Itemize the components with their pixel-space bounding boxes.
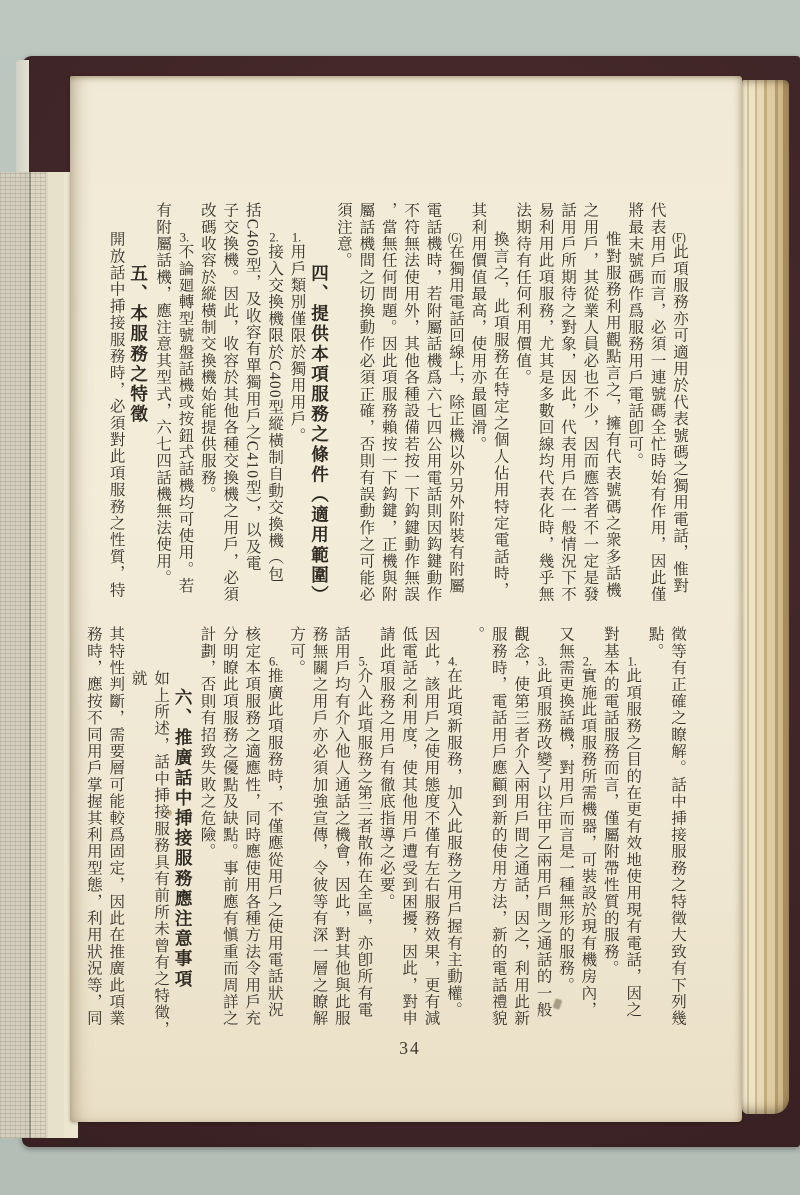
text-column: (G)在獨用電話回線上，除正機以外另外附裝有附屬	[446, 231, 464, 595]
text-column: 換言之，此項服務在特定之個人佔用特定電話時，	[491, 231, 509, 599]
text-column: 2.實施此項服務所需機器，可裝設於現有機房內，	[579, 655, 597, 1019]
text-column: (F)此項服務亦可適用於代表號碼之獨用電話，惟對	[671, 231, 688, 595]
text-column: 屬話機間之切換動作必須正確，否則有誤動作之可能必	[357, 202, 375, 603]
text-column: 5.介入此項服務之第三者散佈在全區，亦卽所有電	[355, 655, 373, 1019]
text-column: 核定本項服務之適應性，同時應使用各種方法令用戶充	[243, 626, 261, 1027]
item-marker: (F)	[672, 231, 686, 244]
text-column: 6.推廣此項服務時，不僅應從用戶之使用電話狀況	[265, 655, 283, 1019]
text-column: 對基本的電話服務而言，僅屬附帶性質的服務。	[601, 626, 619, 977]
text-column: 之用戶，其從業人員必也不少，因而應答者不一定是發	[581, 202, 599, 603]
item-marker: 6.	[269, 655, 279, 668]
item-marker: 2.	[582, 655, 593, 668]
item-marker: 4.	[448, 655, 458, 668]
text-column: 服務時，電話用戶應顧到新的使用方法，新的電話禮貌	[489, 626, 507, 1027]
text-column: 低電話之利用度，使其他用戶遭受到困擾，因此，對申	[400, 626, 418, 1027]
text-column: 又無需更換話機，對用戶而言是一種無形的服務。	[556, 626, 574, 994]
item-marker: 2.	[269, 231, 279, 244]
section-heading: 四、提供本項服務之條件（適用範圍）	[309, 264, 330, 606]
text-column: 2.接入交換機限於C400型縱橫制自動交換機（包	[266, 231, 284, 583]
item-marker: 1.	[627, 655, 637, 668]
item-marker: 3.	[179, 231, 190, 244]
text-column: 3.不論廻轉型號盤話機或按鈕式話機均可使用。若	[176, 231, 194, 595]
text-column: 不符無法使用外，其他各種設備若按一下鈎鍵動作無誤	[402, 202, 420, 603]
item-marker: 5.	[358, 655, 368, 668]
vertical-text-band-bottom	[84, 626, 688, 1042]
text-column: 括C460型，及收容有單獨用戶之C410型），以及電	[243, 202, 261, 572]
text-column: 4.在此項新服務，加入此服務之用戶握有主動權。	[444, 655, 462, 1019]
text-column: 計劃，否則有招致失敗之危險。	[198, 626, 216, 860]
text-column: 須注意。	[334, 202, 352, 269]
previous-page-microtext	[0, 172, 46, 1138]
page-number: 34	[399, 1038, 421, 1058]
text-column: 法期待有任何利用價值。	[514, 202, 532, 386]
text-column: 分明瞭此項服務之優點及缺點。事前應有愼重而周詳之	[220, 626, 238, 1027]
page-stack-fore-edge	[742, 80, 789, 1114]
text-column: 如上所述，話中挿接服務具有前所未曾有之特徵，就	[129, 670, 170, 1038]
text-column: 有附屬話機，應注意其型式，六七四話機無法使用。	[154, 202, 172, 587]
text-column: 務時，應按不同用戶掌握其利用型態，利用狀況等，同	[84, 626, 102, 1027]
item-marker: (G)	[448, 231, 462, 244]
previous-page-edge-highlight	[16, 60, 29, 178]
text-column: 1.此項服務之目的在更有效地使用現有電話，因之	[624, 655, 642, 1019]
text-column: 開放話中挿接服務時，必須對此項服務之性質，特	[107, 231, 125, 599]
text-column: 話用戶所期待之對象，因此，代表用戶在一般情況下不	[558, 202, 576, 603]
text-column: 徵等有正確之瞭解。話中挿接服務之特徵大致有下列幾	[669, 626, 686, 1027]
text-column: 將最末號碼作爲服務用戶電話卽可。	[626, 202, 644, 470]
text-column: 3.此項服務改變了以往甲乙兩用戶間之通話的一般	[534, 655, 552, 1019]
item-marker: 3.	[537, 655, 548, 668]
section-heading: 六、推廣話中挿接服務應注意事項	[173, 688, 194, 990]
previous-page-edge	[0, 172, 78, 1138]
text-column: 。	[467, 626, 485, 643]
section-heading: 五、本服務之特徵	[128, 264, 149, 425]
text-column: 改碼收容於縱橫制交換機始能提供服務。	[198, 202, 216, 503]
text-column: 方可。	[288, 626, 306, 677]
text-column: 務無關之用戶亦必須加強宣傳，令彼等有深一層之瞭解	[310, 626, 328, 1027]
text-column: 電話機時，若附屬話機爲六七四公用電話則因鈎鍵動作	[424, 202, 442, 603]
text-column: 請此項服務之用戶有徹底指導之必要。	[377, 626, 395, 910]
text-column: 其特性判斷，需要層可能較爲固定，因此在推廣此項業	[107, 626, 125, 1027]
text-column: 惟對服務利用觀點言之，擁有代表號碼之衆多話機	[603, 231, 621, 599]
vertical-text-band-top	[92, 202, 690, 614]
text-column: 代表用戶而言，必須一連號碼全忙時始有作用，因此僅	[648, 202, 666, 603]
text-column: 因此，該用戶之使用態度不僅有左右服務效果，更有減	[422, 626, 440, 1027]
text-column: 1.用戶類別僅限於獨用用戶。	[288, 231, 306, 444]
text-column: 其利用價值最高，使用亦最圓滑。	[469, 202, 487, 453]
text-column: 點。	[646, 626, 664, 660]
text-column: ，當無任何問題。因此項服務賴按一下鈎鍵，正機與附	[379, 202, 397, 603]
text-column: 觀念，使第三者介入兩用戶間之通話，因之，利用此新	[512, 626, 530, 1027]
text-column: 話用戶均有介入他人通話之機會，因此，對其他與此服	[332, 626, 350, 1027]
text-column: 易利用此項服務，尤其是多數回線均代表化時，幾乎無	[536, 202, 554, 603]
item-marker: 1.	[291, 231, 302, 244]
text-column: 子交換機。因此，收容於其他各種交換機之用戶，必須	[221, 202, 239, 603]
